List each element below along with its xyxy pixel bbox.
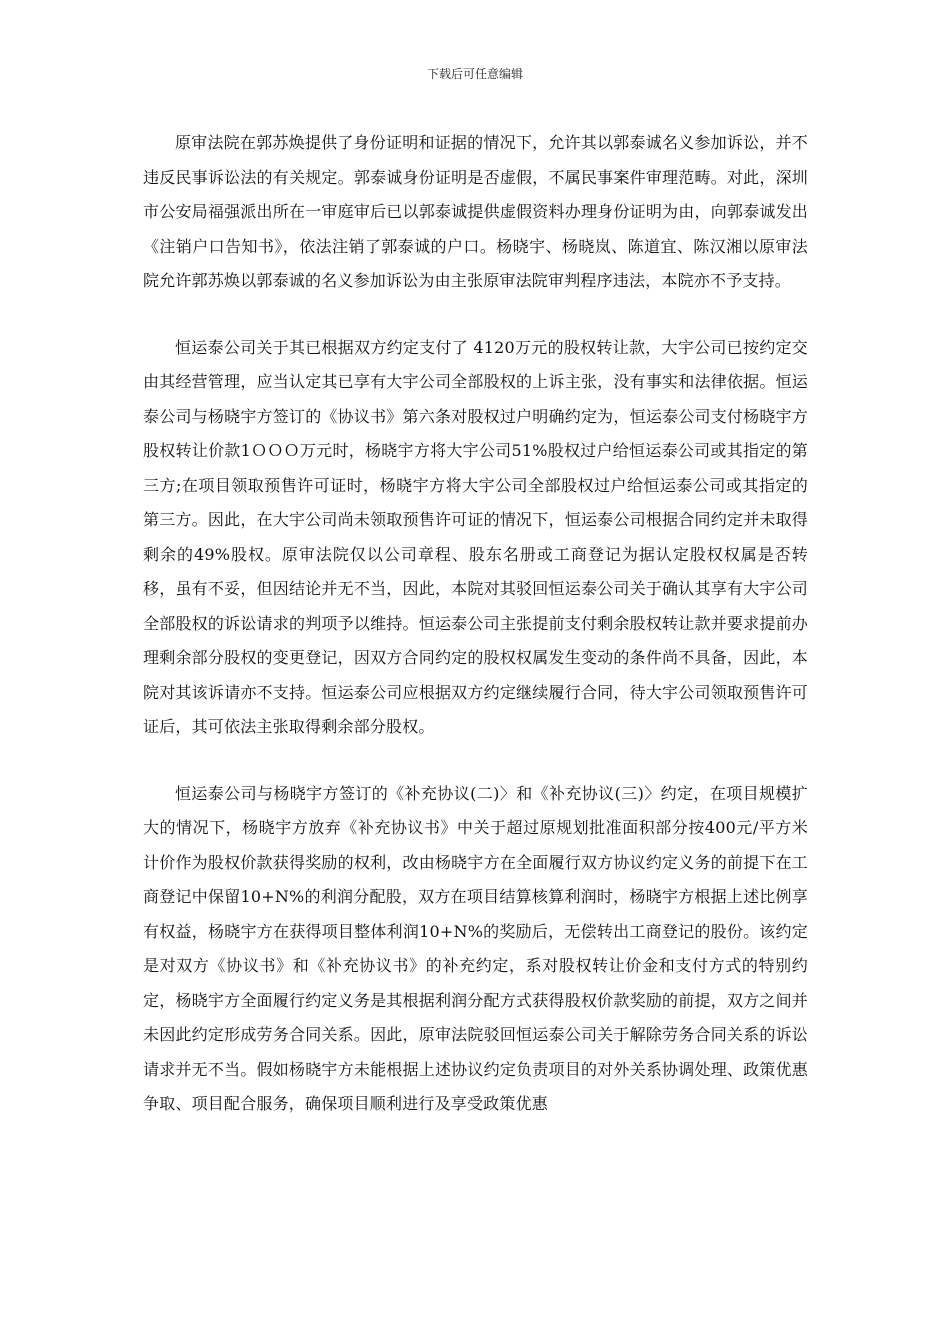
page-header: 下载后可任意编辑 xyxy=(426,67,523,81)
document-body xyxy=(143,126,808,1154)
paragraph-1: 原审法院在郭苏焕提供了身份证明和证据的情况下，允许其以郭泰诚名义参加诉讼，并不违反民事诉讼法的有关规定。郭泰诚身份证明是否虚假，不属民事案件审理范畴。对此，深圳市公安局福强派出所在一审庭审后已以郭泰诚提供虚假资料办理身份证明为由，向郭泰诚发出《注销户口告知书》，依法注销了郭泰诚的户口。杨晓宇、杨晓岚、陈道宜、陈汉湘以原审法院允许郭苏焕以郭泰诚的名义参加诉讼为由主张原审法院审判程序违法，本院亦不予支持。 xyxy=(143,133,808,290)
paragraph-2: 恒运泰公司关于其已根据双方约定支付了 4120万元的股权转让款，大宇公司已按约定交由其经营管理，应当认定其已享有大宇公司全部股权的上诉主张，没有事实和法律依据。恒运泰公司与杨晓宇方签订的《协议书》第六条对股权过户明确约定为，恒运泰公司支付杨晓宇方股权转让价款1ＯＯＯ万元时，杨晓宇方将大宇公司51%股权过户给恒运泰公司或其指定的第三方;在项目领取预售许可证时，杨晓宇方将大宇公司全部股权过户给恒运泰公司或其指定的第三方。因此，在大宇公司尚未领取预售许可证的情况下，恒运泰公司根据合同约定并未取得剩余的49%股权。原审法院仅以公司章程、股东名册或工商登记为据认定股权权属是否转移，虽有不妥，但因结论并无不当，因此，本院对其驳回恒运泰公司关于确认其享有大宇公司全部股权的诉讼请求的判项予以维持。恒运泰公司主张提前支付剩余股权转让款并要求提前办理剩余部分股权的变更登记，因双方合同约定的股权权属发生变动的条件尚不具备，因此，本院对其该诉请亦不支持。恒运泰公司应根据双方约定继续履行合同，待大宇公司领取预售许可证后，其可依法主张取得剩余部分股权。 xyxy=(143,337,808,736)
paragraph-3: 恒运泰公司与杨晓宇方签订的《补充协议(二)〉和《补充协议(三)〉约定，在项目规模扩大的情况下，杨晓宇方放弃《补充协议书》中关于超过原规划批准面积部分按400元/平方米计价作为股权价款获得奖励的权利，改由杨晓宇方在全面履行双方协议约定义务的前提下在工商登记中保留10+N%的利润分配股，双方在项目结算核算利润时，杨晓宇方根据上述比例享有权益，杨晓宇方在获得项目整体利润10+N%的奖励后，无偿转出工商登记的股份。该约定是对双方《协议书》和《补充协议书》的补充约定，系对股权转让价金和支付方式的特别约定，杨晓宇方全面履行约定义务是其根据利润分配方式获得股权价款奖励的前提，双方之间并未因此约定形成劳务合同关系。因此，原审法院驳回恒运泰公司关于解除劳务合同关系的诉讼请求并无不当。假如杨晓宇方未能根据上述协议约定负责项目的对外关系协调处理、政策优惠争取、项目配合服务，确保项目顺利进行及享受政策优惠 xyxy=(143,783,808,1113)
